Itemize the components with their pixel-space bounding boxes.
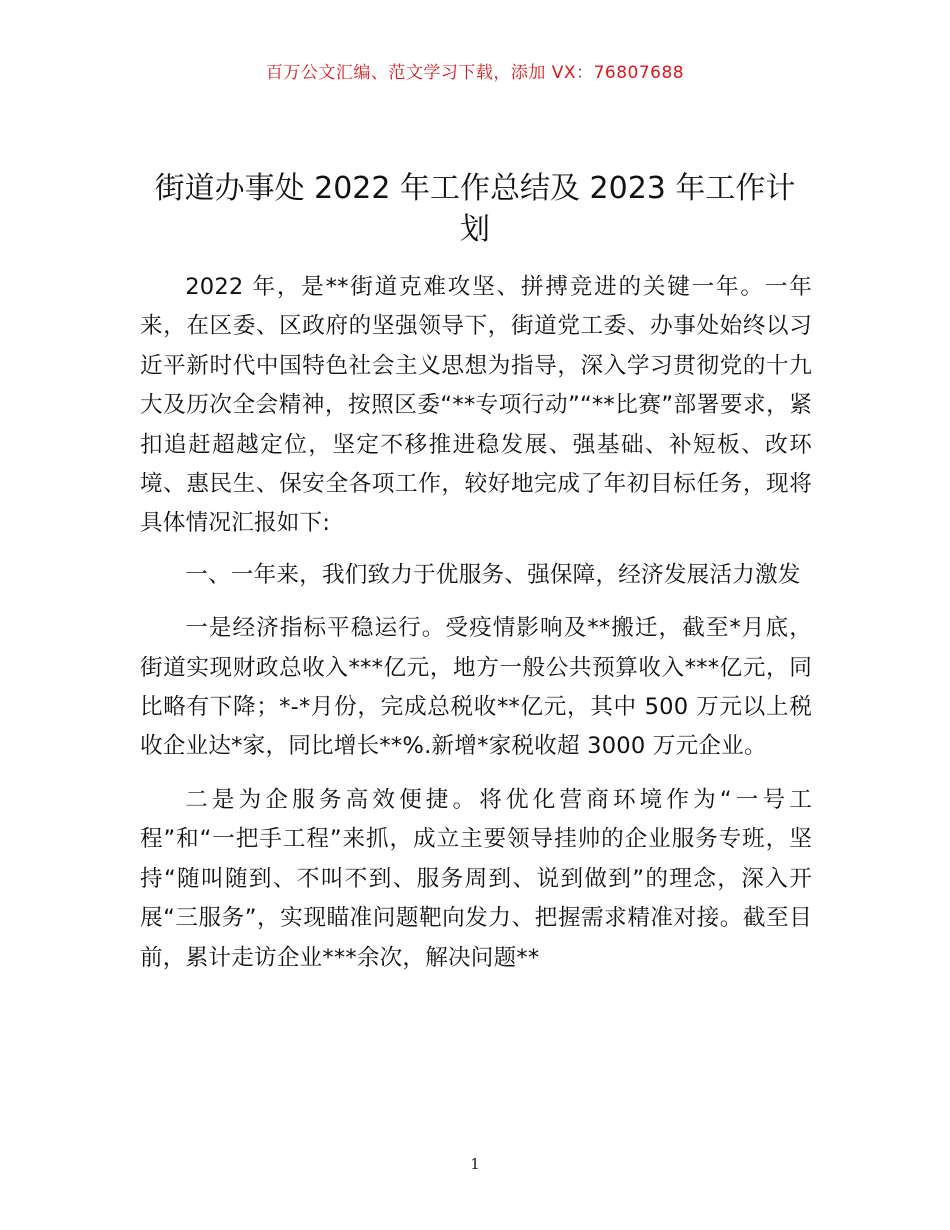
document-body	[140, 268, 812, 990]
paragraph-economy: 一是经济指标平稳运行。受疫情影响及**搬迁，截至*月底，街道实现财政总收入***亿元，地方一般公共预算收入***亿元，同比略有下降；*-*月份，完成总税收**亿元，其中 500 万元以上税收企业达*家，同比增长**%.新增*家税收超 3000 万元企业。	[140, 615, 812, 760]
section-heading-1: 一、一年来，我们致力于优服务、强保障，经济发展活力激发	[185, 561, 801, 588]
document-title: 街道办事处 2022 年工作总结及 2023 年工作计划	[154, 171, 796, 247]
paragraph-service: 二是为企服务高效便捷。将优化营商环境作为“一号工程”和“一把手工程”来抓，成立主要领导挂帅的企业服务专班，坚持“随叫随到、不叫不到、服务周到、说到做到”的理念，深入开展“三服务”，实现瞄准问题靶向发力、把握需求精准对接。截至目前，累计走访企业***余次，解决问题**	[140, 786, 812, 971]
watermark-header: 百万公文汇编、范文学习下载，添加 VX：76807688	[265, 63, 685, 83]
paragraph-intro: 2022 年，是**街道克难攻坚、拼搏竞进的关键一年。一年来，在区委、区政府的坚强领导下，街道党工委、办事处始终以习近平新时代中国特色社会主义思想为指导，深入学习贯彻党的十九大及历次全会精神，按照区委“**专项行动”“**比赛”部署要求，紧扣追赶超越定位，坚定不移推进稳发展、强基础、补短板、改环境、惠民生、保安全各项工作，较好地完成了年初目标任务，现将具体情况汇报如下:	[140, 274, 812, 537]
page-number: 1	[470, 1155, 480, 1173]
